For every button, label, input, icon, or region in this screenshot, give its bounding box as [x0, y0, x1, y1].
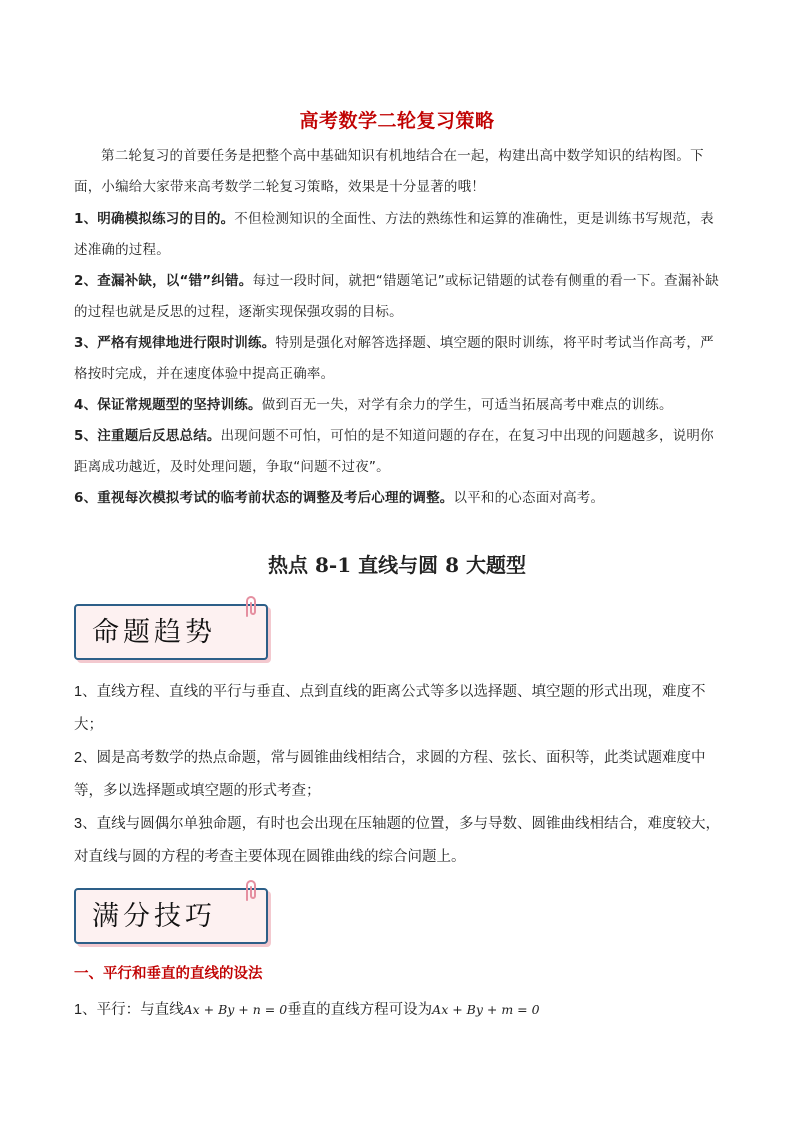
item-2-head: 2、查漏补缺，以“错”纠错。 [74, 273, 253, 289]
section-1-line [74, 993, 724, 1027]
trend-2: 2、圆是高考数学的热点命题，常与圆锥曲线相结合，求圆的方程、弦长、面积等，此类试题难度中等，多以选择题或填空题的形式考查； [74, 750, 706, 799]
paperclip-icon [242, 880, 260, 902]
item-2 [74, 266, 724, 328]
item-3 [74, 328, 724, 390]
section-1-heading: 一、平行和垂直的直线的设法 [74, 966, 263, 982]
doc-title: 高考数学二轮复习策略 [299, 110, 495, 132]
section-1-pre: 1、平行：与直线 [74, 1002, 184, 1018]
item-2-body: 每过一段时间，就把“错题笔记”或标记错题的试卷有侧重的看一下。查漏补缺的过程也就是反思的过程，逐渐实现保强攻弱的目标。 [74, 273, 719, 320]
item-3-body: 特别是强化对解答选择题、填空题的限时训练，将平时考试当作高考，严格按时完成，并在速度体验中提高正确率。 [74, 335, 714, 382]
item-6 [74, 483, 724, 514]
banner-skills [74, 882, 270, 944]
item-1-head: 1、明确模拟练习的目的。 [74, 211, 235, 227]
item-4-body: 做到百无一失，对学有余力的学生，可适当拓展高考中难点的训练。 [261, 397, 673, 413]
trend-3: 3、直线与圆偶尔单独命题，有时也会出现在压轴题的位置，多与导数、圆锥曲线相结合，难度较大，对直线与圆的方程的考查主要体现在圆锥曲线的综合问题上。 [74, 816, 721, 865]
item-5-head: 5、注重题后反思总结。 [74, 428, 221, 444]
item-1 [74, 204, 724, 266]
item-6-head: 6、重视每次模拟考试的临考前状态的调整及考后心理的调整。 [74, 490, 454, 506]
banner-trends-label: 命题趋势 [92, 617, 216, 648]
section-1-mid: 垂直的直线方程可设为 [287, 1002, 433, 1018]
banner-trends [74, 598, 270, 660]
item-4 [74, 390, 724, 421]
formula-2: Ax + By + m = 0 [432, 1002, 540, 1017]
item-4-head: 4、保证常规题型的坚持训练。 [74, 397, 262, 413]
item-3-head: 3、严格有规律地进行限时训练。 [74, 335, 276, 351]
formula-1: Ax + By + n = 0 [183, 1002, 288, 1017]
banner-skills-label: 满分技巧 [92, 901, 216, 932]
item-6-body: 以平和的心态面对高考。 [453, 490, 605, 506]
trend-1: 1、直线方程、直线的平行与垂直、点到直线的距离公式等多以选择题、填空题的形式出现，难度不大； [74, 684, 706, 733]
intro-paragraph: 第二轮复习的首要任务是把整个高中基础知识有机地结合在一起，构建出高中数学知识的结构图。下面，小编给大家带来高考数学二轮复习策略，效果是十分显著的哦！ [74, 148, 704, 195]
paperclip-icon [242, 596, 260, 618]
item-5 [74, 421, 724, 483]
hot-title: 热点 8-1 直线与圆 8 大题型 [268, 553, 526, 577]
item-5-body: 出现问题不可怕，可怕的是不知道问题的存在，在复习中出现的问题越多，说明你距离成功越近，及时处理问题，争取“问题不过夜”。 [74, 428, 714, 475]
item-1-body: 不但检测知识的全面性、方法的熟练性和运算的准确性，更是训练书写规范，表述准确的过程。 [74, 211, 714, 258]
